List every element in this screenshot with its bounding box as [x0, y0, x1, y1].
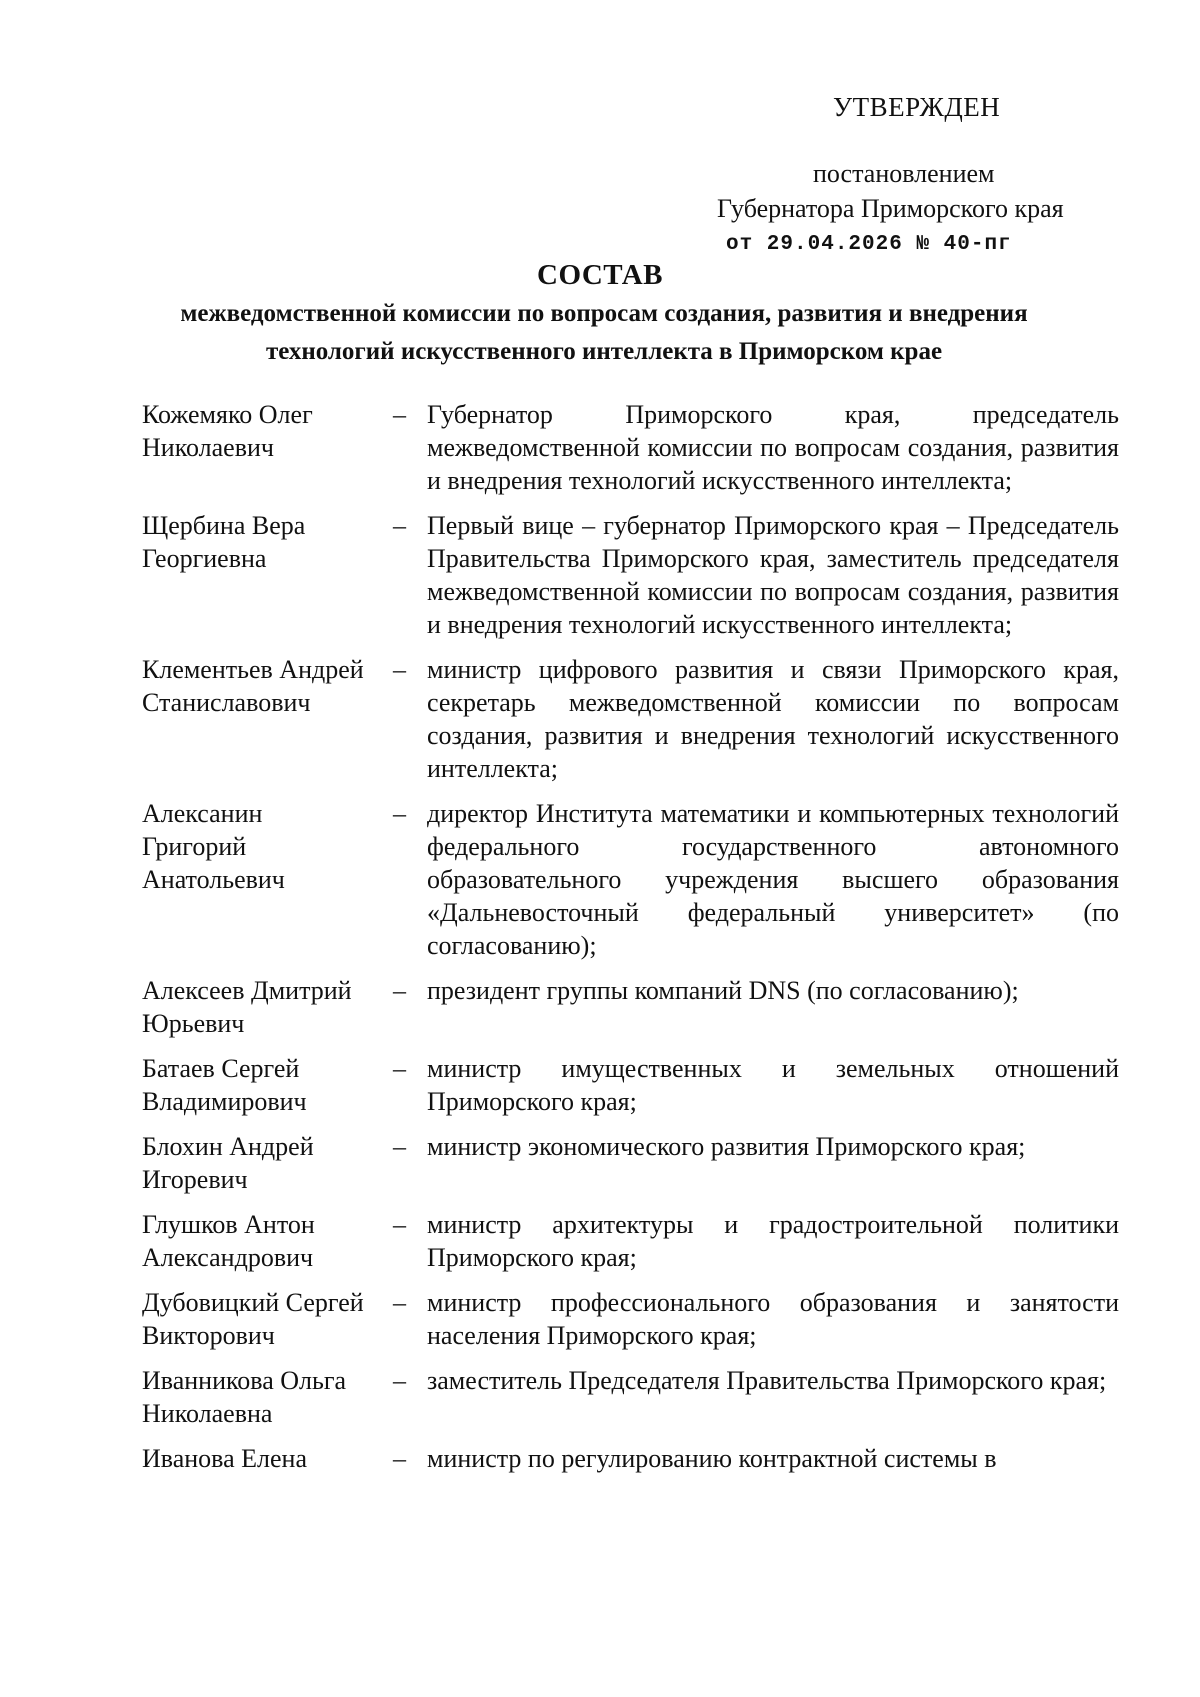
title-line-2: технологий искусственного интеллекта в Приморском крае	[265, 338, 943, 365]
member-role: министр профессионального образования и занятости населения Приморского края;	[427, 1288, 1119, 1350]
member-role: Первый вице – губернатор Приморского края – Председатель Правительства Приморского края, заместитель председателя межведомственной комиссии по вопросам создания, развития и внедрения технологий искусственного интеллекта;	[427, 511, 1119, 639]
member-dash: –	[393, 799, 406, 828]
approved-by-label: постановлением	[813, 159, 995, 188]
approval-stamp	[0, 0, 1200, 260]
member-row	[142, 974, 1119, 1040]
member-name: Алексеев Дмитрий Юрьевич	[142, 976, 352, 1038]
member-role: заместитель Председателя Правительства Приморского края;	[427, 1366, 1107, 1395]
member-row	[142, 1442, 1119, 1475]
member-name: Алексанин Григорий Анатольевич	[142, 799, 285, 894]
member-dash: –	[393, 1132, 406, 1161]
member-name: Иванникова Ольга Николаевна	[142, 1366, 347, 1428]
member-dash: –	[393, 1366, 406, 1395]
decree-date-number: от 29.04.2026 № 40-пг	[726, 233, 1012, 256]
member-row	[142, 1130, 1119, 1196]
member-row	[142, 1208, 1119, 1274]
member-role: министр имущественных и земельных отношений Приморского края;	[427, 1054, 1119, 1116]
member-row	[142, 1286, 1119, 1352]
member-name: Дубовицкий Сергей Викторович	[142, 1288, 364, 1350]
member-dash: –	[393, 976, 406, 1005]
member-role: министр по регулированию контрактной системы в	[427, 1444, 997, 1473]
member-name: Батаев Сергей Владимирович	[142, 1054, 307, 1116]
member-dash: –	[393, 655, 406, 684]
member-dash: –	[393, 1054, 406, 1083]
approved-label: УТВЕРЖДЕН	[833, 92, 1001, 122]
member-name: Кожемяко Олег Николаевич	[142, 400, 313, 462]
member-dash: –	[393, 1444, 406, 1473]
member-dash: –	[393, 511, 406, 540]
document-title	[0, 258, 1200, 368]
member-role: Губернатор Приморского края, председатель межведомственной комиссии по вопросам создания, развития и внедрения технологий искусственного интеллекта;	[427, 400, 1119, 495]
member-role: министр цифрового развития и связи Приморского края, секретарь межведомственной комиссии по вопросам создания, развития и внедрения технологий искусственного интеллекта;	[427, 655, 1119, 783]
member-role: министр архитектуры и градостроительной политики Приморского края;	[427, 1210, 1119, 1272]
member-name: Блохин Андрей Игоревич	[142, 1132, 314, 1194]
member-row	[142, 1364, 1119, 1430]
member-list	[142, 398, 1119, 1487]
member-role: президент группы компаний DNS (по согласованию);	[427, 976, 1019, 1005]
member-row	[142, 509, 1119, 641]
member-name: Иванова Елена	[142, 1444, 307, 1473]
member-row	[142, 797, 1119, 962]
member-name: Глушков Антон Александрович	[142, 1210, 315, 1272]
member-row	[142, 398, 1119, 497]
member-row	[142, 1052, 1119, 1118]
member-name: Клементьев Андрей Станиславович	[142, 655, 364, 717]
title-main: СОСТАВ	[537, 259, 663, 291]
member-role: директор Института математики и компьютерных технологий федерального государственного автономного образовательного учреждения высшего образования «Дальневосточный федеральный университет» (по согласованию);	[427, 799, 1119, 960]
title-line-1: межведомственной комиссии по вопросам создания, развития и внедрения	[180, 300, 1028, 327]
member-role: министр экономического развития Приморского края;	[427, 1132, 1026, 1161]
member-row	[142, 653, 1119, 785]
member-name: Щербина Вера Георгиевна	[142, 511, 306, 573]
approving-authority: Губернатора Приморского края	[717, 194, 1064, 223]
member-dash: –	[393, 400, 406, 429]
member-dash: –	[393, 1288, 406, 1317]
member-dash: –	[393, 1210, 406, 1239]
